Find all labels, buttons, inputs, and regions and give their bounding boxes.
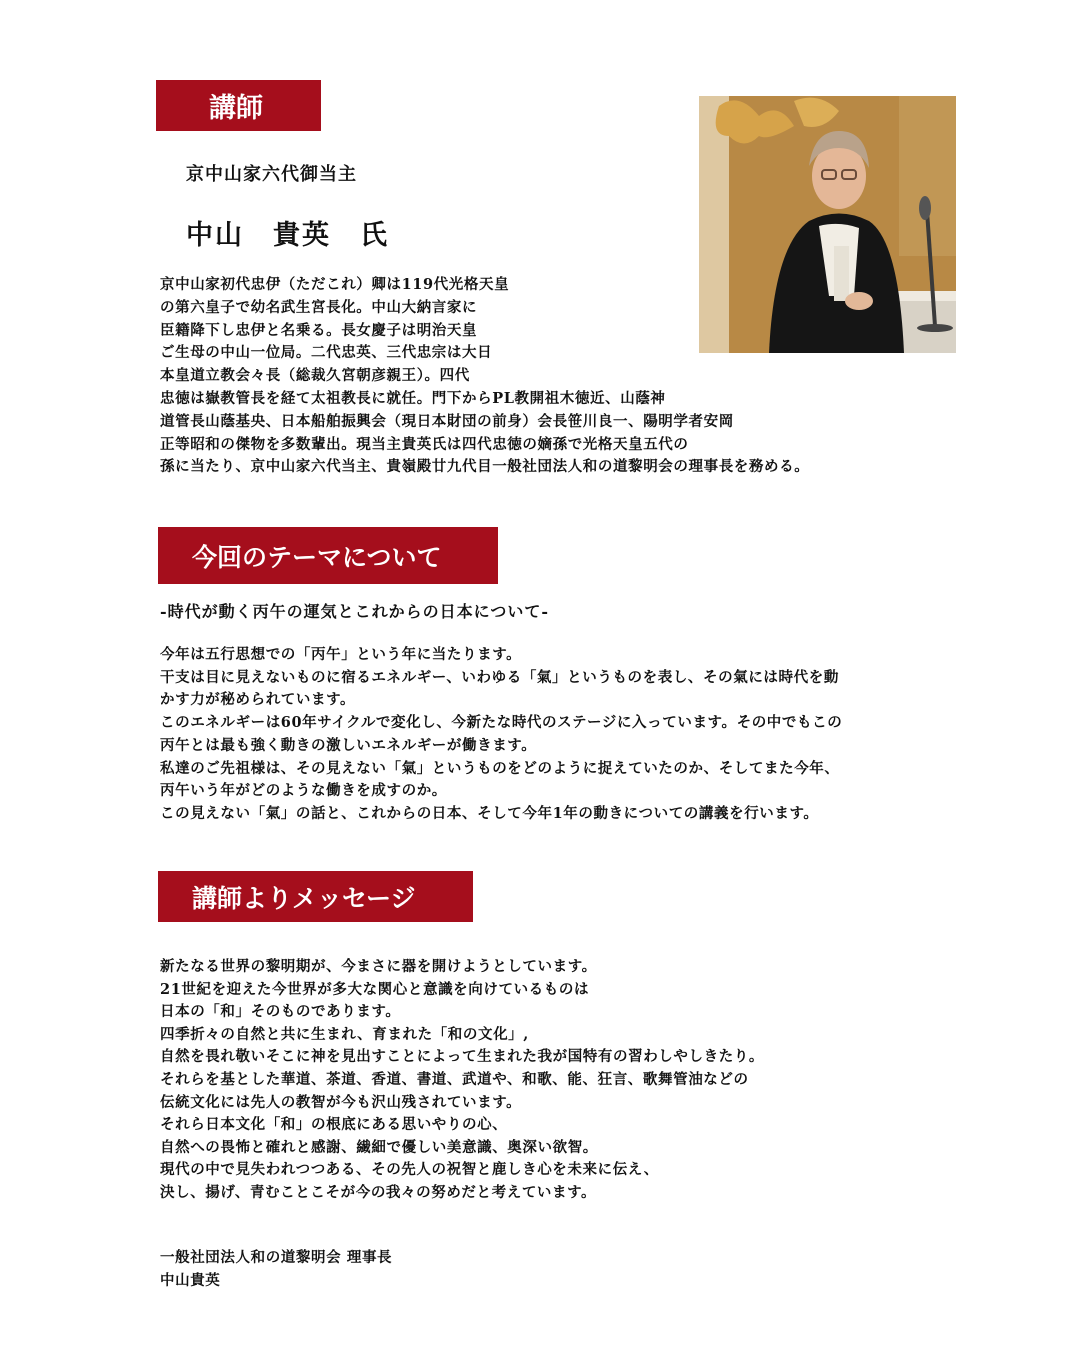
bio-line: 本皇道立教会々長（総裁久宮朝彦親王）。四代 xyxy=(160,367,470,385)
theme-heading-label: 今回のテーマについて xyxy=(192,542,442,572)
message-line: 現代の中で見失われつつある、その先人の祝智と鹿しき心を未来に伝え、 xyxy=(160,1161,659,1179)
theme-title: -時代が動く丙午の運気とこれからの日本について- xyxy=(160,602,549,621)
theme-line: 干支は目に見えないものに宿るエネルギー、いわゆる「氣」というものを表し、その氣には時代を動 xyxy=(160,668,839,686)
lecturer-bio xyxy=(160,274,809,479)
lecturer-heading-label: 講師 xyxy=(209,93,263,124)
message-line: 21世紀を迎えた今世界が多大な関心と意識を向けているものは xyxy=(160,980,590,998)
theme-heading xyxy=(158,527,498,584)
message-line: それら日本文化「和」の根底にある思いやりの心、 xyxy=(160,1116,508,1134)
message-line: 四季折々の自然と共に生まれ、育まれた「和の文化」, xyxy=(160,1025,529,1043)
bio-line: 孫に当たり、京中山家六代当主、貴嶺殿廿九代目一般社団法人和の道黎明会の理事長を務める。 xyxy=(160,458,810,476)
bio-line: の第六皇子で幼名武生宮長化。中山大納言家に xyxy=(160,298,478,316)
bio-line: 道管長山蔭基央、日本船舶振興会（現日本財団の前身）会長笹川良一、陽明学者安岡 xyxy=(160,412,734,430)
signature-name: 中山貴英 xyxy=(160,1271,221,1289)
theme-line: 私達のご先祖様は、その見えない「氣」というものをどのように捉えていたのか、そしてまた今年、 xyxy=(160,759,840,777)
lecturer-name: 中山 貴英 氏 xyxy=(186,220,389,251)
message-line: 日本の「和」そのものであります。 xyxy=(160,1003,401,1021)
bio-line: 臣籍降下し忠伊と名乗る。長女慶子は明治天皇 xyxy=(160,321,478,339)
message-line: 新たなる世界の黎明期が、今まさに器を開けようとしています。 xyxy=(160,958,597,975)
signature-org: 一般社団法人和の道黎明会 理事長 xyxy=(160,1249,393,1266)
signature xyxy=(160,1247,392,1292)
bio-line: 正等昭和の傑物を多数輩出。現当主貴英氏は四代忠徳の嫡孫で光格天皇五代の xyxy=(160,435,689,453)
message-line: 決し、揚げ、青むことこそが今の我々の努めだと考えています。 xyxy=(160,1183,597,1201)
lecturer-heading xyxy=(156,80,321,131)
theme-body xyxy=(160,644,842,826)
message-line: 伝統文化には先人の教智が今も沢山残されています。 xyxy=(160,1093,522,1111)
bio-line: ご生母の中山一位局。二代忠英、三代忠宗は大日 xyxy=(160,344,493,362)
message-line: それらを基とした華道、茶道、香道、書道、武道や、和歌、能、狂言、歌舞管油などの xyxy=(160,1070,749,1088)
message-body xyxy=(160,956,764,1205)
theme-line: かす力が秘められています。 xyxy=(160,691,356,709)
message-line: 自然への畏怖と確れと感謝、繊細で優しい美意識、奥深い欲智。 xyxy=(160,1138,598,1156)
theme-line: この見えない「氣」の話と、これからの日本、そして今年1年の動きについての講義を行います。 xyxy=(160,804,819,822)
theme-line: このエネルギーは60年サイクルで変化し、今新たな時代のステージに入っています。その中でもこの xyxy=(160,714,843,732)
message-heading-label: 講師よりメッセージ xyxy=(192,883,416,913)
message-line: 自然を畏れ敬いそこに神を見出すことによって生まれた我が国特有の習わしやしきたり。 xyxy=(160,1048,764,1066)
message-heading xyxy=(158,871,473,922)
theme-line: 丙午とは最も強く動きの激しいエネルギーが働きます。 xyxy=(160,736,537,754)
theme-line: 丙午いう年がどのような働きを成すのか。 xyxy=(160,782,447,800)
lecturer-subtitle: 京中山家六代御当主 xyxy=(186,164,357,185)
bio-line: 京中山家初代忠伊（ただこれ）卿は119代光格天皇 xyxy=(160,276,510,293)
bio-line: 忠徳は嶽教管長を経て太祖教長に就任。門下からPL教開祖木徳近、山蔭神 xyxy=(160,389,666,407)
theme-line: 今年は五行思想での「丙午」という年に当たります。 xyxy=(160,646,522,663)
